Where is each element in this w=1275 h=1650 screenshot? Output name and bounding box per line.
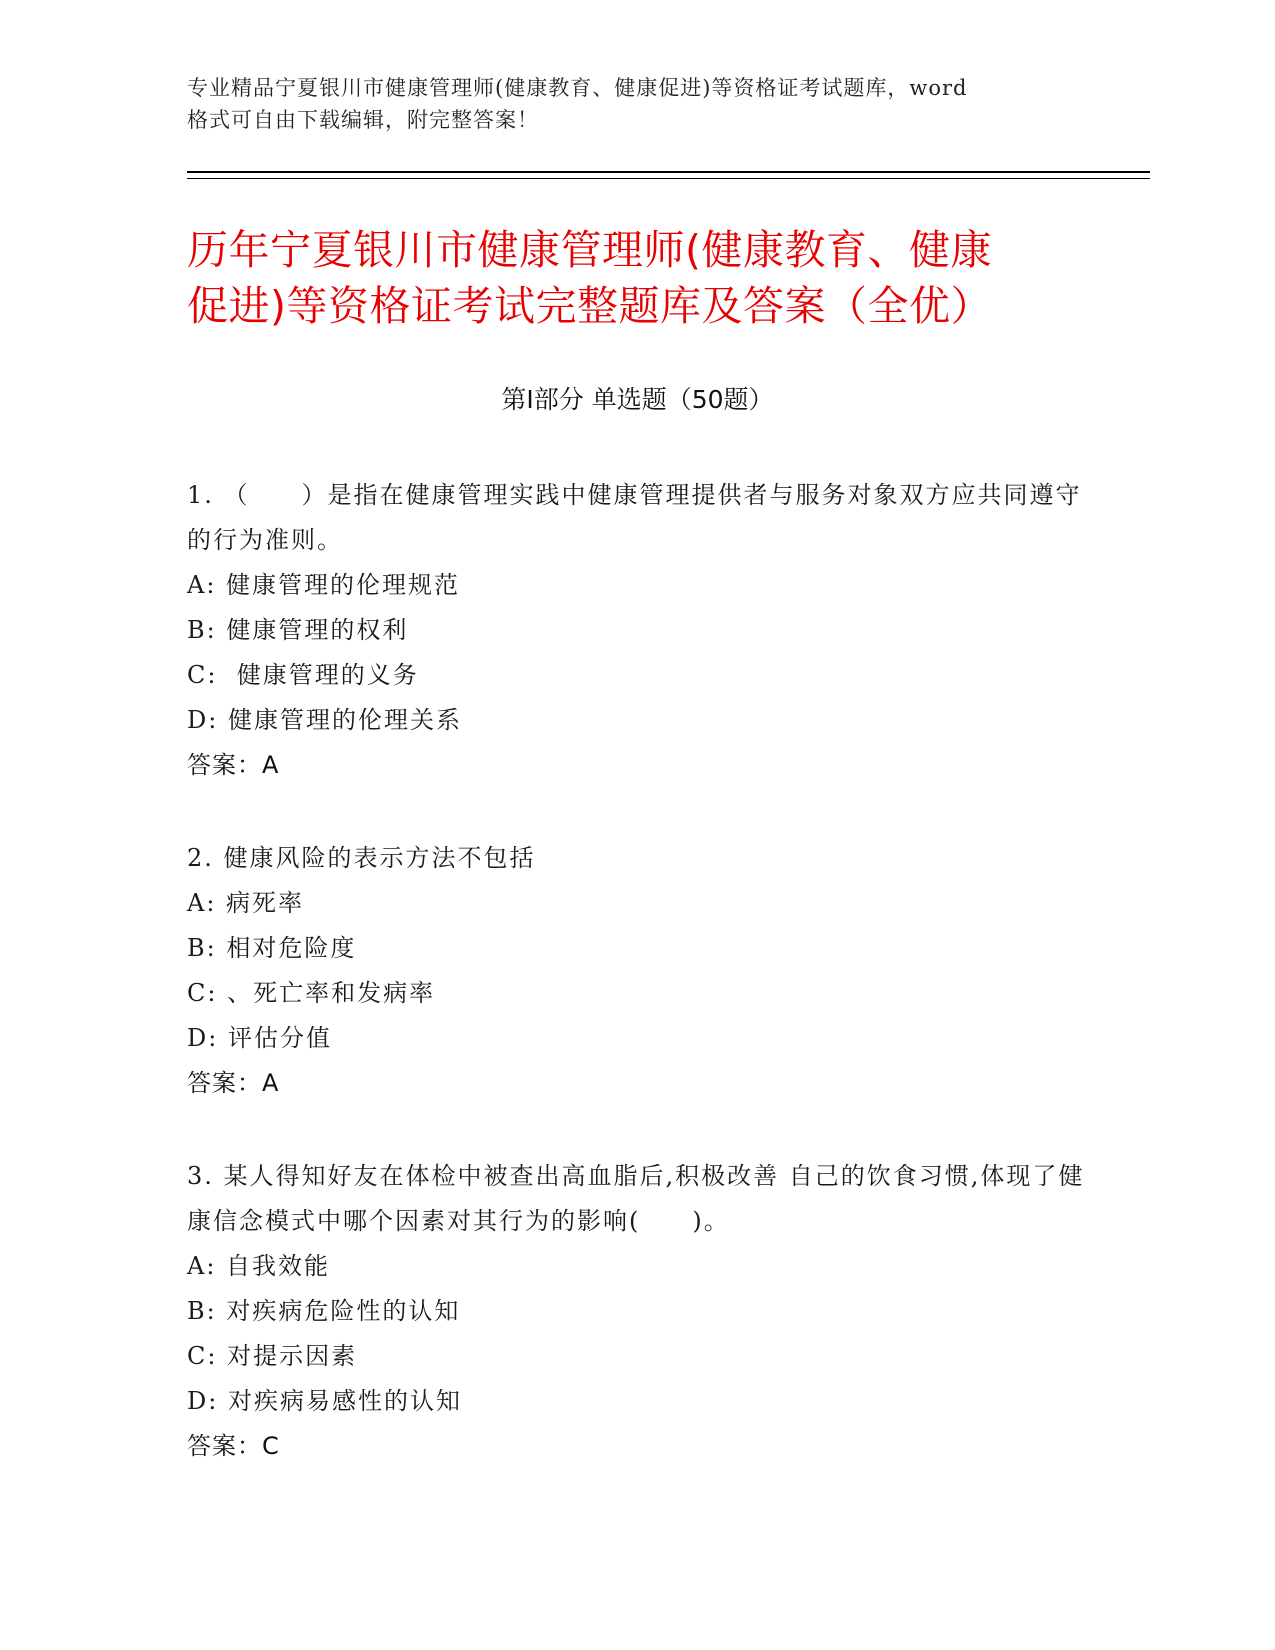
answer: 答案：C: [187, 1432, 280, 1460]
option-a: A: 自我效能: [187, 1252, 331, 1280]
page-title-line-2: 促进)等资格证考试完整题库及答案（全优）: [187, 282, 992, 330]
option-b: B: 健康管理的权利: [187, 616, 409, 644]
question-stem: 1. （ ）是指在健康管理实践中健康管理提供者与服务对象双方应共同遵守的行为准则。: [187, 481, 1082, 554]
header-note: [187, 72, 1067, 136]
header-note-line-1: 专业精品宁夏银川市健康管理师(健康教育、健康促进)等资格证考试题库，word: [187, 76, 968, 100]
header-divider-thin: [187, 178, 1150, 179]
option-c: C: 、死亡率和发病率: [187, 979, 436, 1007]
question-2: [187, 836, 1087, 1106]
option-c: C: 对提示因素: [187, 1342, 358, 1370]
header-note-line-2: 格式可自由下载编辑，附完整答案！: [187, 108, 539, 132]
question-stem: 2. 健康风险的表示方法不包括: [187, 844, 536, 872]
option-d: D: 对疾病易感性的认知: [187, 1387, 462, 1415]
option-a: A: 健康管理的伦理规范: [187, 571, 461, 599]
option-d: D: 健康管理的伦理关系: [187, 706, 462, 734]
question-1: [187, 473, 1087, 788]
answer: 答案：A: [187, 751, 280, 779]
section-title: 第Ⅰ部分 单选题（50题）: [501, 385, 774, 414]
page-title-line-1: 历年宁夏银川市健康管理师(健康教育、健康: [187, 226, 992, 274]
page-title: [187, 222, 1107, 334]
question-3: [187, 1154, 1087, 1469]
option-d: D: 评估分值: [187, 1024, 332, 1052]
option-b: B: 对疾病危险性的认知: [187, 1297, 461, 1325]
option-c: C: 健康管理的义务: [187, 661, 419, 689]
question-stem: 3. 某人得知好友在体检中被查出高血脂后,积极改善 自己的饮食习惯,体现了健康信念模式中哪个因素对其行为的影响( )。: [187, 1162, 1085, 1235]
header-divider-thick: [187, 171, 1150, 173]
option-b: B: 相对危险度: [187, 934, 357, 962]
answer: 答案：A: [187, 1069, 280, 1097]
option-a: A: 病死率: [187, 889, 305, 917]
